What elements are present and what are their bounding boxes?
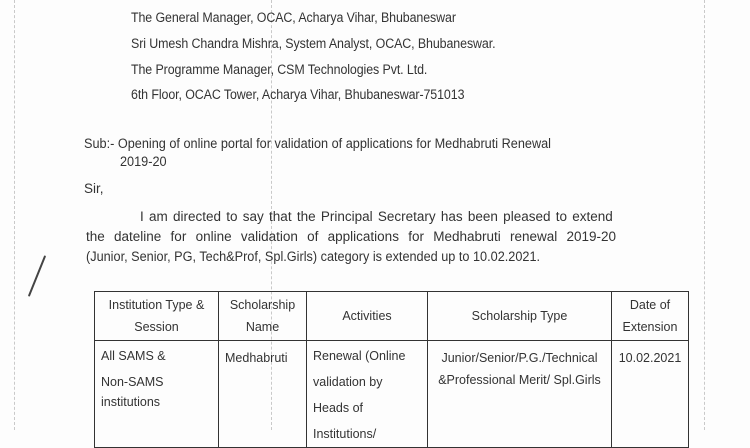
addressee-line: Sri Umesh Chandra Mishra, System Analyst, OCAC, Bhubaneswar. [131,36,496,51]
header-activities: Activities [307,292,428,341]
body-line: I am directed to say that the Principal Secretary has been pleased to extend [140,209,613,224]
cell-date-of-extension: 10.02.2021 [612,341,689,448]
cell-institution: All SAMS & Non-SAMS institutions [95,341,219,448]
cell-scholarship-type: Junior/Senior/P.G./Technical &Professional Merit/ Spl.Girls [428,341,612,448]
scan-line-right [704,0,705,430]
table-header-row [95,292,689,341]
body-line: the dateline for online validation of applications for Medhabruti renewal 2019-20 [86,229,617,244]
header-scholarship-name: Scholarship Name [219,292,307,341]
addressee-line: 6th Floor, OCAC Tower, Acharya Vihar, Bhubaneswar-751013 [131,87,465,102]
scan-line-left [14,0,15,430]
addressee-line: The General Manager, OCAC, Acharya Vihar, Bhubaneswar [131,10,456,25]
salutation: Sir, [84,181,104,196]
table-row [95,341,689,448]
cell-scholarship-name: Medhabruti [219,341,307,448]
addressee-line: The Programme Manager, CSM Technologies Pvt. Ltd. [131,62,428,77]
body-line: (Junior, Senior, PG, Tech&Prof, Spl.Girls) category is extended up to 10.02.2021. [86,249,541,264]
extension-table [94,291,689,448]
header-scholarship-type: Scholarship Type [428,292,612,341]
header-institution-type: Institution Type & Session [95,292,219,341]
pen-mark [28,255,46,297]
header-date-of-extension: Date of Extension [612,292,689,341]
subject-line-continued: 2019-20 [120,154,167,169]
subject-line: Sub:- Opening of online portal for validation of applications for Medhabruti Renewal [84,136,552,151]
cell-activities: Renewal (Online validation by Heads of Institutions/ [307,341,428,448]
